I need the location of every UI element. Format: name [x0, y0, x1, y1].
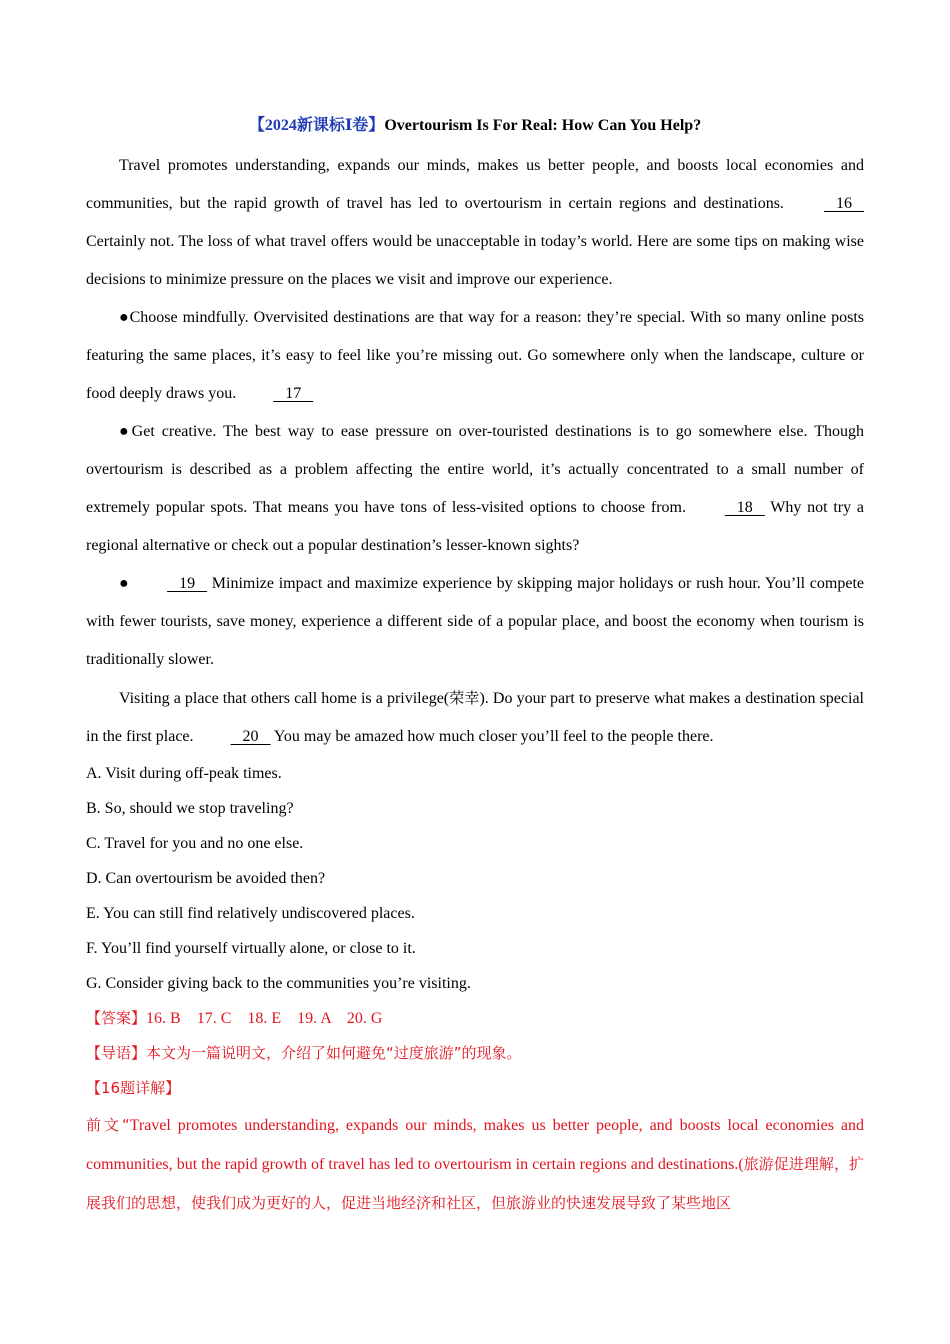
option-c: C. Travel for you and no one else.: [86, 835, 304, 852]
q16-heading: [86, 1071, 864, 1106]
paragraph-1-text-a: Travel promotes understanding, expands our minds, makes us better people, and boosts local economies and communities, but the rapid growth of travel has led to overtourism in certain regions and destinations.: [86, 157, 864, 212]
option-f: F. You’ll find yourself virtually alone, or close to it.: [86, 940, 416, 957]
q16-lead: 前文“: [86, 1116, 130, 1134]
title-text: Overtourism Is For Real: How Can You Help?: [384, 117, 702, 134]
guide-text: 本文为一篇说明文，介绍了如何避免“过度旅游”的现象。: [146, 1044, 522, 1062]
option-e: E. You can still find relatively undiscovered places.: [86, 905, 415, 922]
paragraph-3: [86, 413, 864, 565]
answer-line: [86, 1001, 864, 1036]
blank-18: 18: [724, 499, 765, 516]
q16-label: 【16题详解】: [86, 1079, 181, 1097]
document-page: [86, 114, 864, 1223]
option-d: D. Can overtourism be avoided then?: [86, 870, 326, 887]
option-b: B. So, should we stop traveling?: [86, 800, 294, 817]
paragraph-5-text-c: You may be amazed how much closer you’ll feel to the people there.: [270, 728, 714, 745]
blank-20: 20: [230, 728, 271, 745]
paragraph-5: [86, 679, 864, 756]
paragraph-3-text-b: Why not try a regional alternative or check out a popular destination’s lesser-known sights?: [86, 499, 864, 554]
passage-title: [86, 114, 864, 138]
paragraph-3-text-a: ●Get creative. The best way to ease pressure on over-touristed destinations is to go somewhere else. Though overtourism is described as a problem affecting the entire world, it’s actually concentrated to a small number of extremely popular spots. That means you have tons of less-visited options to choose from.: [86, 423, 864, 516]
guide-label: 【导语】: [86, 1044, 147, 1062]
q16-quote: Travel promotes understanding, expands our minds, makes us better people, and boosts local economies and communities, but the rapid growth of travel has led to overtourism in certain regions and destinations.(: [86, 1117, 864, 1173]
paragraph-1-text-b: Certainly not. The loss of what travel offers would be unacceptable in today’s world. Here are some tips on making wise decisions to minimize pressure on the places we visit and improve our experience.: [86, 233, 864, 288]
paragraph-4: [86, 565, 864, 679]
q16-translation: 旅游促进理解，扩展我们的思想，使我们成为更好的人，促进当地经济和社区，但旅游业的快速发展导致了某些地区: [86, 1155, 864, 1212]
bullet: ●: [119, 575, 135, 592]
option-a: A. Visit during off-peak times.: [86, 765, 282, 782]
paragraph-5-text-b: ). Do your part to preserve what makes a destination special in the first place.: [86, 690, 864, 745]
paragraph-2-text: ●Choose mindfully. Overvisited destinations are that way for a reason: they’re special. With so many online posts featuring the same places, it’s easy to feel like you’re missing out. Go somewhere only when the landscape, culture or food deeply draws you.: [86, 309, 864, 402]
blank-16: 16: [824, 195, 864, 212]
options-list: [86, 756, 864, 1001]
guide-line: [86, 1036, 864, 1071]
answer-label: 【答案】: [86, 1009, 147, 1027]
blank-19: 19: [167, 575, 208, 592]
blank-17: 17: [273, 385, 314, 402]
q16-explanation: [86, 1106, 864, 1223]
paragraph-4-text: Minimize impact and maximize experience by skipping major holidays or rush hour. You’ll compete with fewer tourists, save money, experience a different side of a popular place, and boost the economy when tourism is traditionally slower.: [86, 575, 864, 668]
paragraph-5-cjk: 荣幸: [449, 689, 480, 707]
exam-tag: 【2024新课标Ⅰ卷】: [248, 117, 385, 134]
paragraph-2: [86, 299, 864, 413]
answer-text: 16. B 17. C 18. E 19. A 20. G: [146, 1010, 383, 1027]
paragraph-1: [86, 147, 864, 299]
option-g: G. Consider giving back to the communities you’re visiting.: [86, 975, 471, 992]
paragraph-5-text-a: Visiting a place that others call home is a privilege(: [119, 690, 450, 707]
